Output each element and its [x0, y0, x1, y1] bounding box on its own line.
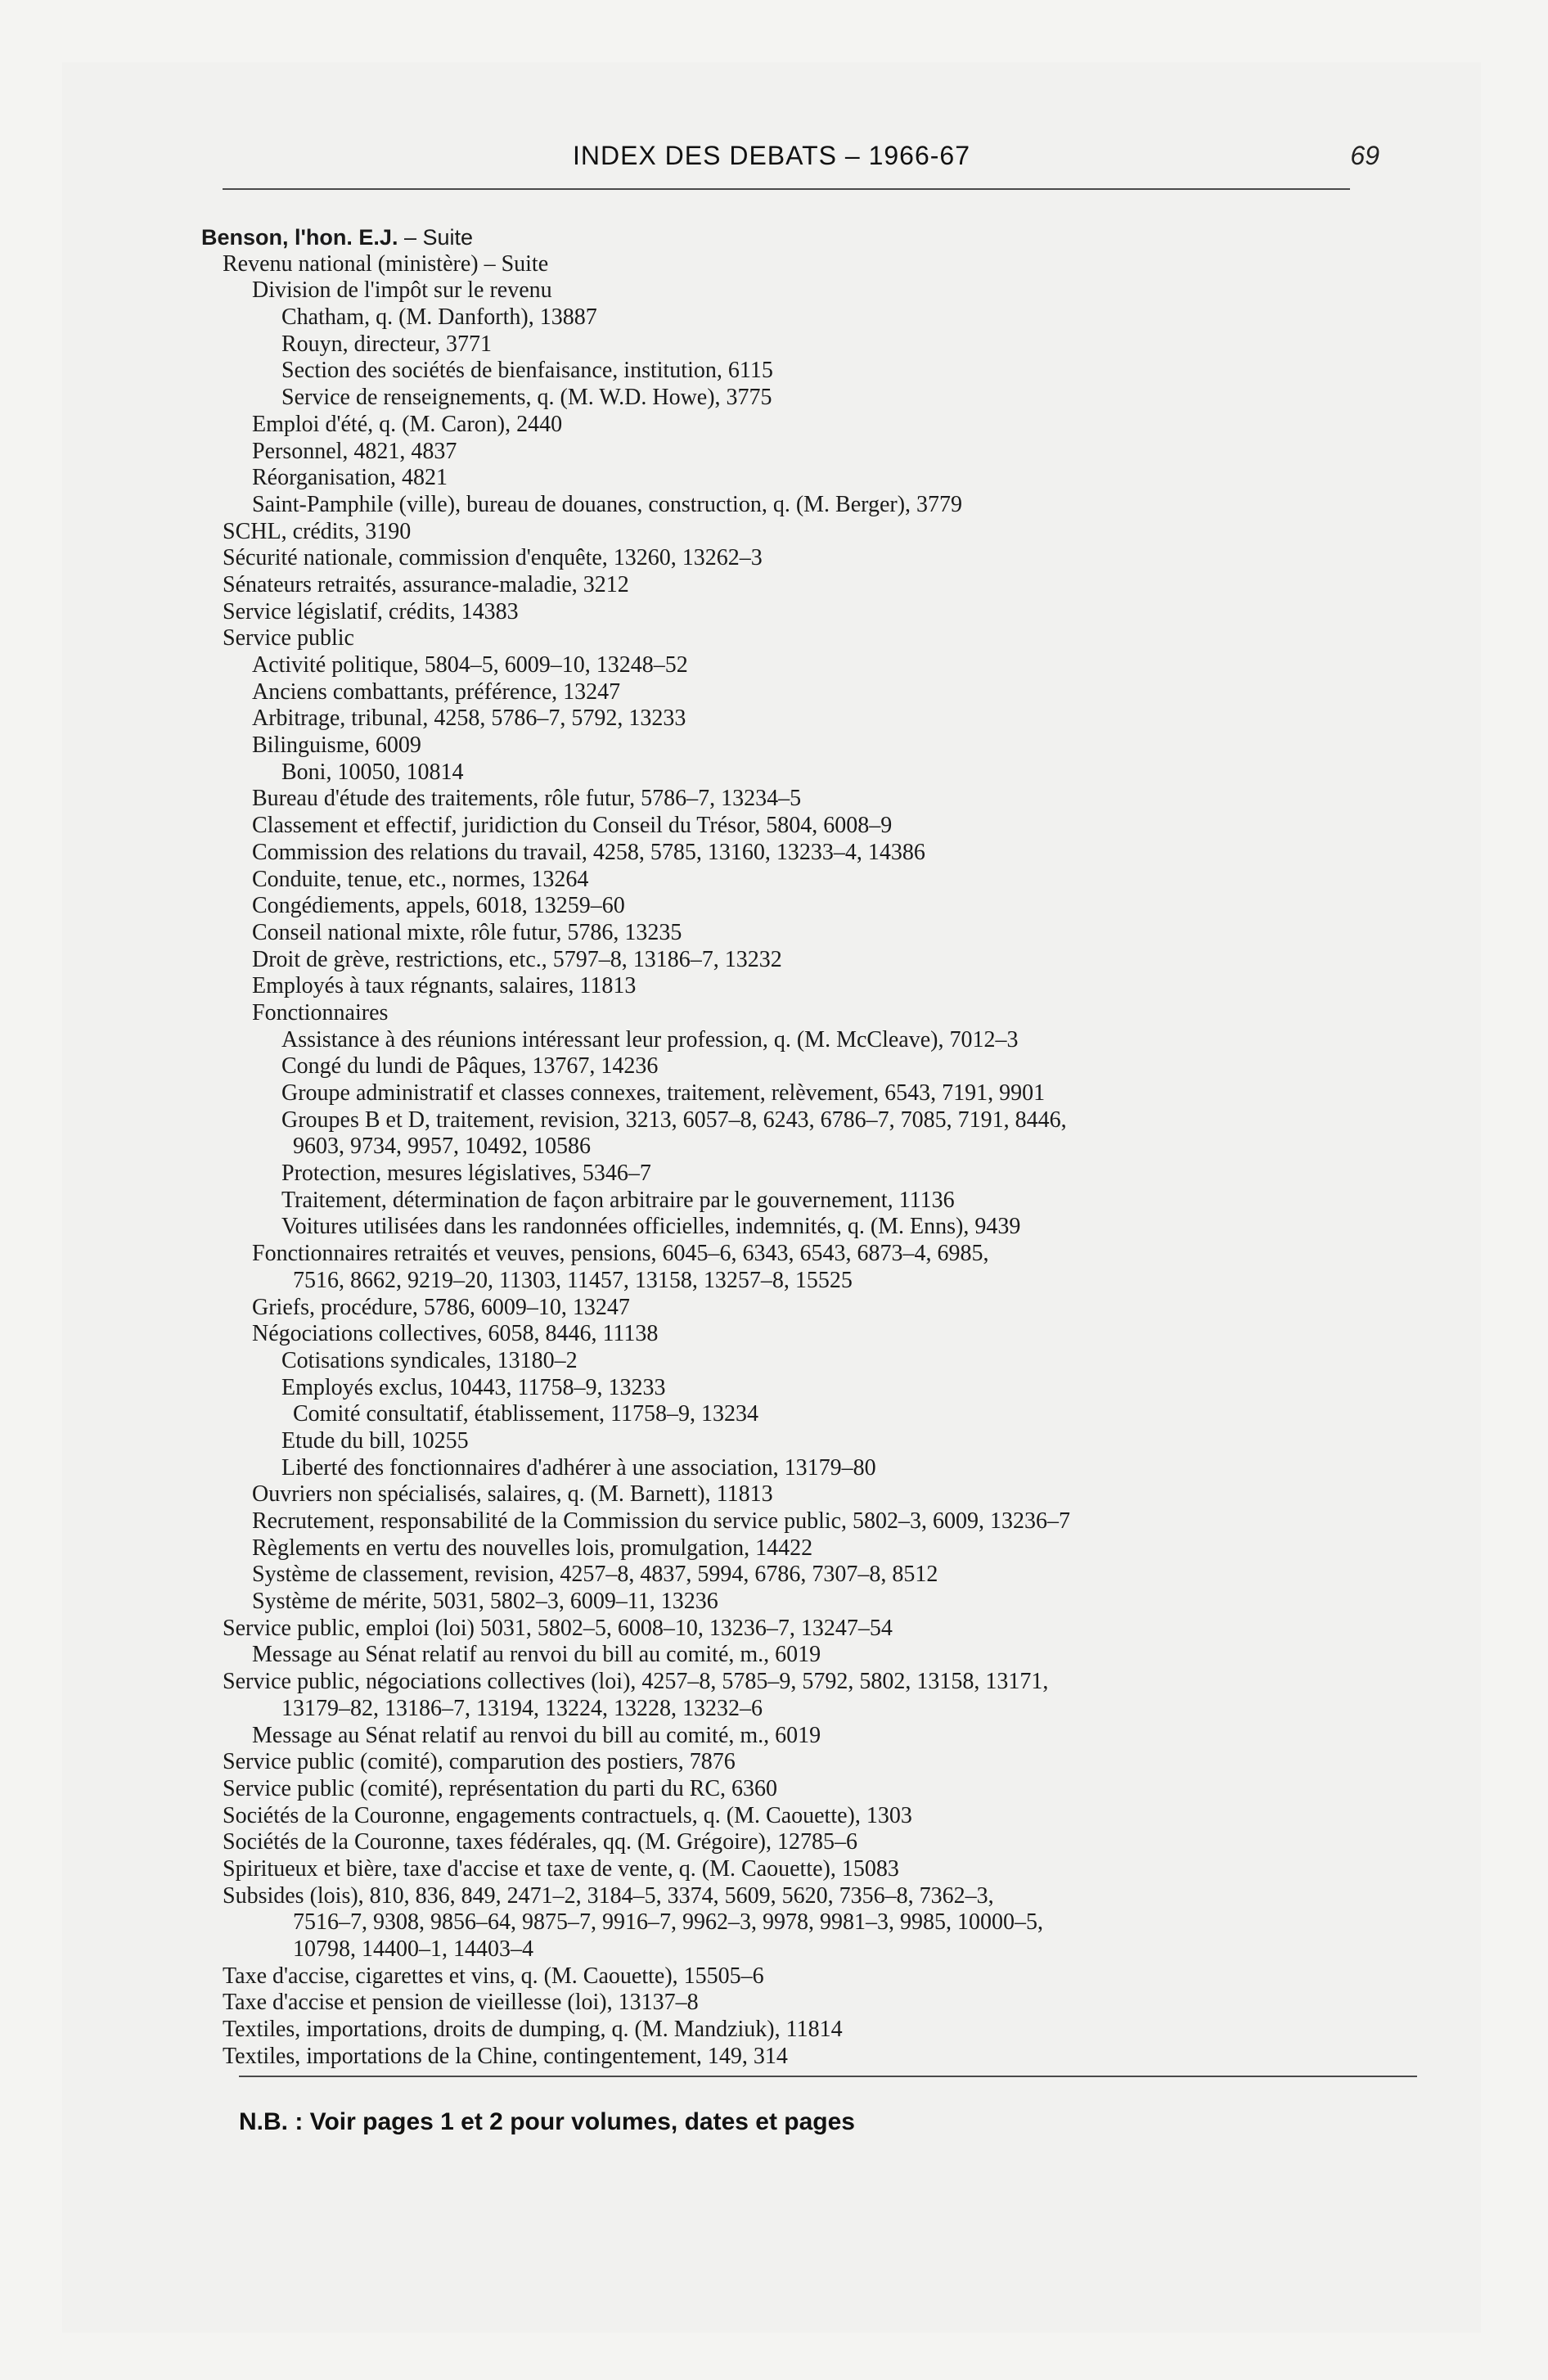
index-page — [62, 62, 1481, 2333]
index-entry — [223, 572, 1393, 599]
entry-text: 9603, 9734, 9957, 10492, 10586 — [293, 1134, 591, 1160]
index-entry — [223, 465, 1393, 492]
index-entry — [223, 545, 1393, 572]
index-entry — [223, 1829, 1393, 1856]
entry-text: Sociétés de la Couronne, taxes fédérales, qq. (M. Grégoire), 12785–6 — [223, 1829, 857, 1855]
entry-heading: Benson, l'hon. E.J. — [201, 225, 398, 250]
index-entry — [223, 1508, 1393, 1535]
entry-text: Système de mérite, 5031, 5802–3, 6009–11, 13236 — [252, 1589, 718, 1615]
index-entry — [223, 1268, 1393, 1295]
entry-text: Taxe d'accise et pension de vieillesse (loi), 13137–8 — [223, 1990, 699, 2016]
entry-text: 13179–82, 13186–7, 13194, 13224, 13228, 13232–6 — [281, 1695, 763, 1721]
index-entry — [223, 1027, 1393, 1054]
index-entry — [223, 1107, 1393, 1134]
index-entry — [223, 331, 1393, 358]
index-entry — [223, 358, 1393, 385]
index-entry — [223, 840, 1393, 867]
index-entry — [223, 412, 1393, 439]
index-entry — [223, 1375, 1393, 1402]
entry-text: Protection, mesures législatives, 5346–7 — [281, 1161, 651, 1187]
entry-text: Cotisations syndicales, 13180–2 — [281, 1347, 578, 1373]
entry-text: Classement et effectif, juridiction du Conseil du Trésor, 5804, 6008–9 — [252, 813, 893, 839]
entry-text: Sénateurs retraités, assurance-maladie, 3212 — [223, 571, 629, 597]
page-title: INDEX DES DEBATS – 1966-67 — [572, 141, 971, 170]
index-entry — [223, 867, 1393, 894]
entry-text: Sécurité nationale, commission d'enquête, 13260, 13262–3 — [223, 545, 763, 571]
entry-text: Message au Sénat relatif au renvoi du bill au comité, m., 6019 — [252, 1642, 821, 1668]
entry-text: Service public (comité), comparution des postiers, 7876 — [223, 1749, 736, 1775]
entry-text: Activité politique, 5804–5, 6009–10, 13248–52 — [252, 652, 688, 678]
entry-text: Conseil national mixte, rôle futur, 5786, 13235 — [252, 919, 682, 945]
entry-text: Liberté des fonctionnaires d'adhérer à une association, 13179–80 — [281, 1454, 876, 1481]
entry-text: Congédiements, appels, 6018, 13259–60 — [252, 893, 625, 919]
index-entry — [223, 947, 1393, 974]
index-entry — [223, 679, 1393, 706]
entry-text: Griefs, procédure, 5786, 6009–10, 13247 — [252, 1294, 630, 1320]
index-entry — [223, 1401, 1393, 1428]
entry-text: Voitures utilisées dans les randonnées officielles, indemnités, q. (M. Enns), 9439 — [281, 1214, 1021, 1240]
entry-text: Groupe administratif et classes connexes, traitement, relèvement, 6543, 7191, 9901 — [281, 1080, 1046, 1106]
entry-text: Saint-Pamphile (ville), bureau de douanes, construction, q. (M. Berger), 3779 — [252, 491, 963, 517]
index-entry — [223, 1723, 1393, 1750]
entry-text: Conduite, tenue, etc., normes, 13264 — [252, 866, 589, 892]
entry-text: Chatham, q. (M. Danforth), 13887 — [281, 304, 597, 331]
index-entry — [223, 1936, 1393, 1963]
entry-text: 7516, 8662, 9219–20, 11303, 11457, 13158, 13257–8, 15525 — [293, 1267, 853, 1293]
entry-text: Arbitrage, tribunal, 4258, 5786–7, 5792, 13233 — [252, 705, 686, 732]
index-entry — [223, 1669, 1393, 1696]
entry-text: Service public — [223, 625, 354, 651]
index-entry — [223, 439, 1393, 466]
entry-text: Etude du bill, 10255 — [281, 1427, 469, 1454]
entry-text: Subsides (lois), 810, 836, 849, 2471–2, 3184–5, 3374, 5609, 5620, 7356–8, 7362–3, — [223, 1882, 994, 1909]
index-entry — [223, 304, 1393, 331]
index-entry — [223, 2044, 1393, 2071]
index-entry — [223, 519, 1393, 546]
index-entry — [223, 1642, 1393, 1669]
entry-text: Textiles, importations, droits de dumping, q. (M. Mandziuk), 11814 — [223, 2017, 843, 2043]
index-entry — [223, 1963, 1393, 1990]
index-entry — [223, 1481, 1393, 1508]
index-entry — [223, 813, 1393, 840]
entry-text: Système de classement, revision, 4257–8, 4837, 5994, 6786, 7307–8, 8512 — [252, 1562, 938, 1588]
index-entry — [223, 1616, 1393, 1643]
index-entry — [223, 1214, 1393, 1241]
entry-text: Anciens combattants, préférence, 13247 — [252, 678, 621, 705]
index-entry — [223, 1080, 1393, 1107]
index-entry — [223, 1241, 1393, 1268]
entry-text: Section des sociétés de bienfaisance, institution, 6115 — [281, 358, 773, 384]
entry-text: Service public, négociations collectives (loi), 4257–8, 5785–9, 5792, 5802, 13158, 13171, — [223, 1669, 1049, 1695]
index-entry — [223, 1053, 1393, 1080]
entry-text: Service de renseignements, q. (M. W.D. Howe), 3775 — [281, 385, 772, 411]
entry-text: Congé du lundi de Pâques, 13767, 14236 — [281, 1053, 659, 1080]
entry-text: Droit de grève, restrictions, etc., 5797–8, 13186–7, 13232 — [252, 946, 782, 972]
index-entry — [223, 1455, 1393, 1482]
index-entry — [223, 251, 1393, 278]
entry-text: Négociations collectives, 6058, 8446, 11138 — [252, 1321, 659, 1347]
index-entry — [223, 920, 1393, 947]
index-entry — [223, 1909, 1393, 1936]
header-rule — [223, 188, 1350, 190]
entry-text: Commission des relations du travail, 4258, 5785, 13160, 13233–4, 14386 — [252, 839, 925, 865]
index-entry — [223, 973, 1393, 1000]
index-entry — [223, 1000, 1393, 1027]
index-entry — [223, 625, 1393, 652]
entry-text: Comité consultatif, établissement, 11758–9, 13234 — [293, 1401, 758, 1427]
entry-text: Spiritueux et bière, taxe d'accise et taxe de vente, q. (M. Caouette), 15083 — [223, 1855, 899, 1882]
entry-text: Revenu national (ministère) – Suite — [223, 250, 549, 277]
entry-text: Boni, 10050, 10814 — [281, 759, 464, 785]
index-entry — [223, 893, 1393, 920]
index-entry — [223, 1134, 1393, 1161]
index-entry — [223, 732, 1393, 760]
entry-text: Recrutement, responsabilité de la Commission du service public, 5802–3, 6009, 13236–7 — [252, 1508, 1071, 1534]
index-entry — [223, 652, 1393, 679]
index-entry — [223, 1990, 1393, 2017]
index-entry — [223, 1856, 1393, 1883]
entry-text: Réorganisation, 4821 — [252, 465, 448, 491]
entry-text: Groupes B et D, traitement, revision, 3213, 6057–8, 6243, 6786–7, 7085, 7191, 8446, — [281, 1107, 1067, 1133]
index-entry — [223, 705, 1393, 732]
index-entry — [223, 786, 1393, 813]
index-entry — [223, 1348, 1393, 1375]
index-entry — [223, 2017, 1393, 2044]
page-number: 69 — [1350, 141, 1379, 170]
entry-text: Rouyn, directeur, 3771 — [281, 331, 493, 357]
index-entry — [223, 1883, 1393, 1910]
index-entry — [223, 385, 1393, 412]
index-entry — [223, 1188, 1393, 1215]
entry-text: Taxe d'accise, cigarettes et vins, q. (M. Caouette), 15505–6 — [223, 1963, 764, 1989]
index-entry — [223, 1321, 1393, 1348]
index-entry — [223, 1562, 1393, 1589]
entry-text: Bilinguisme, 6009 — [252, 732, 421, 759]
entry-text: Emploi d'été, q. (M. Caron), 2440 — [252, 411, 563, 437]
entry-text: Service public, emploi (loi) 5031, 5802–5, 6008–10, 13236–7, 13247–54 — [223, 1615, 893, 1641]
index-entry — [223, 1776, 1393, 1803]
index-entry — [223, 1295, 1393, 1322]
index-entry — [223, 1428, 1393, 1455]
index-entry — [223, 1161, 1393, 1188]
entry-text: Personnel, 4821, 4837 — [252, 438, 457, 464]
index-entry — [223, 1803, 1393, 1830]
index-entry — [223, 277, 1393, 304]
entry-text: Textiles, importations de la Chine, contingentement, 149, 314 — [223, 2043, 788, 2069]
entry-text: Fonctionnaires retraités et veuves, pensions, 6045–6, 6343, 6543, 6873–4, 6985, — [252, 1241, 989, 1267]
entry-text: Règlements en vertu des nouvelles lois, promulgation, 14422 — [252, 1535, 813, 1561]
entry-text: Traitement, détermination de façon arbitraire par le gouvernement, 11136 — [281, 1187, 955, 1213]
entry-text: Ouvriers non spécialisés, salaires, q. (M. Barnett), 11813 — [252, 1481, 773, 1508]
index-entry — [223, 1535, 1393, 1562]
index-entries — [201, 224, 1393, 2070]
index-entry — [223, 1749, 1393, 1776]
index-entry — [223, 1696, 1393, 1723]
entry-text: Employés exclus, 10443, 11758–9, 13233 — [281, 1374, 666, 1400]
entry-text: Sociétés de la Couronne, engagements contractuels, q. (M. Caouette), 1303 — [223, 1802, 912, 1828]
entry-text: Employés à taux régnants, salaires, 11813 — [252, 973, 637, 999]
page-header — [62, 141, 1481, 190]
entry-text: Service public (comité), représentation du parti du RC, 6360 — [223, 1775, 778, 1801]
entry-text: Message au Sénat relatif au renvoi du bill au comité, m., 6019 — [252, 1722, 821, 1748]
index-entry — [201, 224, 1393, 251]
entry-text: 10798, 14400–1, 14403–4 — [293, 1936, 533, 1962]
entry-text: Fonctionnaires — [252, 999, 389, 1025]
entry-text: SCHL, crédits, 3190 — [223, 518, 412, 544]
index-entry — [223, 1589, 1393, 1616]
entry-text: 7516–7, 9308, 9856–64, 9875–7, 9916–7, 9962–3, 9978, 9981–3, 9985, 10000–5, — [293, 1909, 1043, 1936]
entry-text: Service législatif, crédits, 14383 — [223, 598, 519, 624]
index-entry — [223, 492, 1393, 519]
footer-rule — [239, 2076, 1417, 2077]
entry-text: Assistance à des réunions intéressant leur profession, q. (M. McCleave), 7012–3 — [281, 1026, 1019, 1053]
index-entry — [223, 760, 1393, 787]
index-entry — [223, 599, 1393, 626]
entry-text: – Suite — [398, 225, 474, 250]
entry-text: Division de l'impôt sur le revenu — [252, 277, 552, 304]
entry-text: Bureau d'étude des traitements, rôle futur, 5786–7, 13234–5 — [252, 786, 802, 812]
footnote: N.B. : Voir pages 1 et 2 pour volumes, dates et pages — [239, 2108, 855, 2135]
